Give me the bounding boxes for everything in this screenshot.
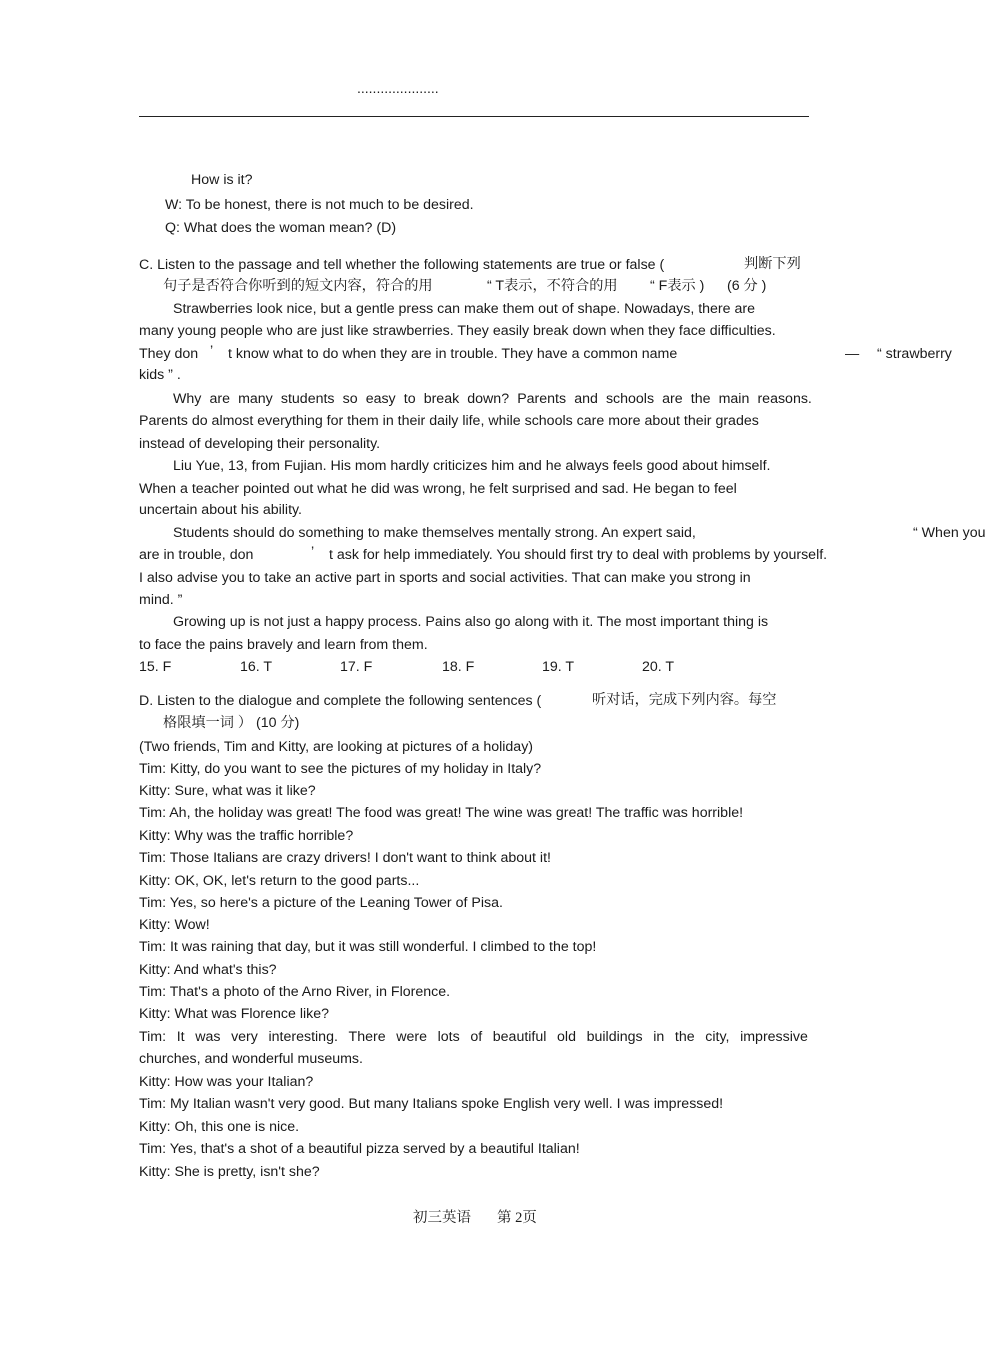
- partC-p4-line-2a: are in trouble, don: [139, 547, 254, 563]
- dialogue-line: Tim: Yes, that's a shot of a beautiful pizza served by a beautiful Italian!: [139, 1141, 580, 1157]
- dialogue-word: were: [396, 1029, 427, 1045]
- partC-p1-line-3c: t know what to do when they are in trouble. They have a common name: [228, 346, 678, 362]
- partC-title-cn: 判断下列: [744, 256, 801, 272]
- dialogue-word: There: [348, 1029, 386, 1045]
- dialogue-line: Kitty: Why was the traffic horrible?: [139, 828, 354, 844]
- partC-p2-word: main: [718, 391, 750, 407]
- partC-p1-line-3d: —: [845, 346, 860, 362]
- dialogue-line: Tim: It was raining that day, but it was still wonderful. I climbed to the top!: [139, 939, 597, 955]
- dialogue-word: the: [674, 1029, 695, 1045]
- partC-title-2a: 句子是否符合你听到的短文内容，符合的用: [163, 278, 433, 294]
- partC-p4-line-4: mind. ”: [139, 592, 183, 608]
- partC-p2-word: reasons.: [757, 391, 812, 407]
- partC-p4-line-1b: “ When you: [913, 525, 986, 541]
- partD-title-cn: 听对话，完成下列内容。每空: [592, 692, 777, 708]
- partC-p2-word: and: [574, 391, 598, 407]
- dialogue-word: very: [231, 1029, 258, 1045]
- answer-15: 15. F: [139, 659, 172, 675]
- answer-18: 18. F: [442, 659, 475, 675]
- partC-p2-word: are: [662, 391, 683, 407]
- partC-p2-word: break: [423, 391, 460, 407]
- partC-p2-word: many: [238, 391, 273, 407]
- dialogue-word: impressive: [740, 1029, 808, 1045]
- dialogue-word: was: [195, 1029, 221, 1045]
- header-dots: .....................: [357, 80, 439, 96]
- partC-p1-line-1: Strawberries look nice, but a gentle press can make them out of shape. Nowadays, there are: [173, 301, 755, 317]
- dialogue-line: Tim: Yes, so here's a picture of the Leaning Tower of Pisa.: [139, 895, 503, 911]
- dialogue-word: buildings: [586, 1029, 643, 1045]
- partC-p2-line-3: instead of developing their personality.: [139, 436, 381, 452]
- dialogue-line: Kitty: Oh, this one is nice.: [139, 1119, 300, 1135]
- partB-line-1: How is it?: [191, 172, 253, 188]
- partC-p3-line-1: Liu Yue, 13, from Fujian. His mom hardly criticizes him and he always feels good about himself.: [173, 458, 771, 474]
- dialogue-line-florence-2: churches, and wonderful museums.: [139, 1051, 363, 1067]
- partC-p5-line-1: Growing up is not just a happy process. Pains also go along with it. The most important thing is: [173, 614, 769, 630]
- answer-16: 16. T: [240, 659, 273, 675]
- partC-p3-line-3: uncertain about his ability.: [139, 502, 302, 518]
- partC-p2-word: so: [342, 391, 358, 407]
- answer-17: 17. F: [340, 659, 373, 675]
- partC-p4-line-1a: Students should do something to make themselves mentally strong. An expert said,: [173, 525, 696, 541]
- dialogue-line: Tim: Those Italians are crazy drivers! I don't want to think about it!: [139, 850, 551, 866]
- dialogue-line: Kitty: What was Florence like?: [139, 1006, 330, 1022]
- dialogue-line-florence: [139, 1028, 808, 1046]
- dialogue-line: Kitty: And what's this?: [139, 962, 277, 978]
- dialogue-line: Kitty: Wow!: [139, 917, 210, 933]
- partC-p2-word: to: [403, 391, 416, 407]
- partC-p2-word: down?: [467, 391, 510, 407]
- dialogue-line: Tim: My Italian wasn't very good. But many Italians spoke English very well. I was impressed!: [139, 1096, 724, 1112]
- footer-page-number: 第 2页: [497, 1210, 537, 1226]
- dialogue-word: old: [557, 1029, 576, 1045]
- dialogue-word: beautiful: [492, 1029, 547, 1045]
- dialogue-line: Tim: Ah, the holiday was great! The food was great! The wine was great! The traffic was horrible!: [139, 805, 744, 821]
- dialogue-word: It: [176, 1029, 185, 1045]
- partC-p1-line-4: kids ” .: [139, 367, 181, 383]
- partC-title-2d: (6 分 ): [727, 278, 767, 294]
- partC-p4-line-2c: t ask for help immediately. You should first try to deal with problems by yourself.: [329, 547, 828, 563]
- partC-p5-line-2: to face the pains bravely and learn from them.: [139, 637, 428, 653]
- footer-subject: 初三英语: [413, 1210, 471, 1226]
- partC-p2-word: are: [209, 391, 230, 407]
- dialogue-word: city,: [705, 1029, 730, 1045]
- dialogue-line: Tim: Kitty, do you want to see the pictures of my holiday in Italy?: [139, 761, 542, 777]
- partC-p2-word: students: [280, 391, 335, 407]
- partC-p4-line-2b: ’: [311, 544, 315, 560]
- dialogue-word: in: [653, 1029, 665, 1045]
- partC-p2-word: Parents: [517, 391, 567, 407]
- dialogue-line: Kitty: Sure, what was it like?: [139, 783, 316, 799]
- partC-title-2c: “ F表示 ): [650, 278, 705, 294]
- partC-p2-word: schools: [605, 391, 655, 407]
- partC-p2-line-1: [173, 390, 812, 408]
- answer-20: 20. T: [642, 659, 675, 675]
- partC-p1-line-2: many young people who are just like strawberries. They easily break down when they face difficulties.: [139, 323, 776, 339]
- partC-p4-line-3: I also advise you to take an active part in sports and social activities. That can make you strong in: [139, 570, 751, 586]
- partC-title-en: C. Listen to the passage and tell whether the following statements are true or false (: [139, 257, 665, 273]
- dialogue-line: (Two friends, Tim and Kitty, are looking at pictures of a holiday): [139, 739, 534, 755]
- dialogue-word: of: [470, 1029, 483, 1045]
- dialogue-word: lots: [437, 1029, 460, 1045]
- partB-line-3: Q: What does the woman mean? (D): [165, 220, 397, 236]
- partC-p1-line-3e: “ strawberry: [877, 346, 952, 362]
- header-rule: [139, 116, 809, 117]
- partC-p2-word: easy: [365, 391, 396, 407]
- partD-title-en: D. Listen to the dialogue and complete the following sentences (: [139, 693, 542, 709]
- partC-p2-line-2: Parents do almost everything for them in their daily life, while schools care more about their grades: [139, 413, 759, 429]
- dialogue-line: Kitty: How was your Italian?: [139, 1074, 314, 1090]
- partC-p1-line-3a: They don: [139, 346, 199, 362]
- partD-title-2: 格限填一词 ） (10 分): [163, 715, 300, 731]
- dialogue-word: Tim:: [139, 1029, 167, 1045]
- partC-title-2b: “ T表示，不符合的用: [487, 278, 618, 294]
- partC-p1-line-3b: ’: [210, 343, 214, 359]
- partC-p2-word: the: [690, 391, 711, 407]
- partC-p2-word: Why: [173, 391, 202, 407]
- partB-line-2: W: To be honest, there is not much to be desired.: [165, 197, 474, 213]
- dialogue-line: Tim: That's a photo of the Arno River, in Florence.: [139, 984, 451, 1000]
- partC-p3-line-2: When a teacher pointed out what he did was wrong, he felt surprised and sad. He began to feel: [139, 481, 737, 497]
- dialogue-word: interesting.: [268, 1029, 338, 1045]
- dialogue-line: Kitty: She is pretty, isn't she?: [139, 1164, 320, 1180]
- answer-19: 19. T: [542, 659, 575, 675]
- dialogue-line: Kitty: OK, OK, let's return to the good parts...: [139, 873, 420, 889]
